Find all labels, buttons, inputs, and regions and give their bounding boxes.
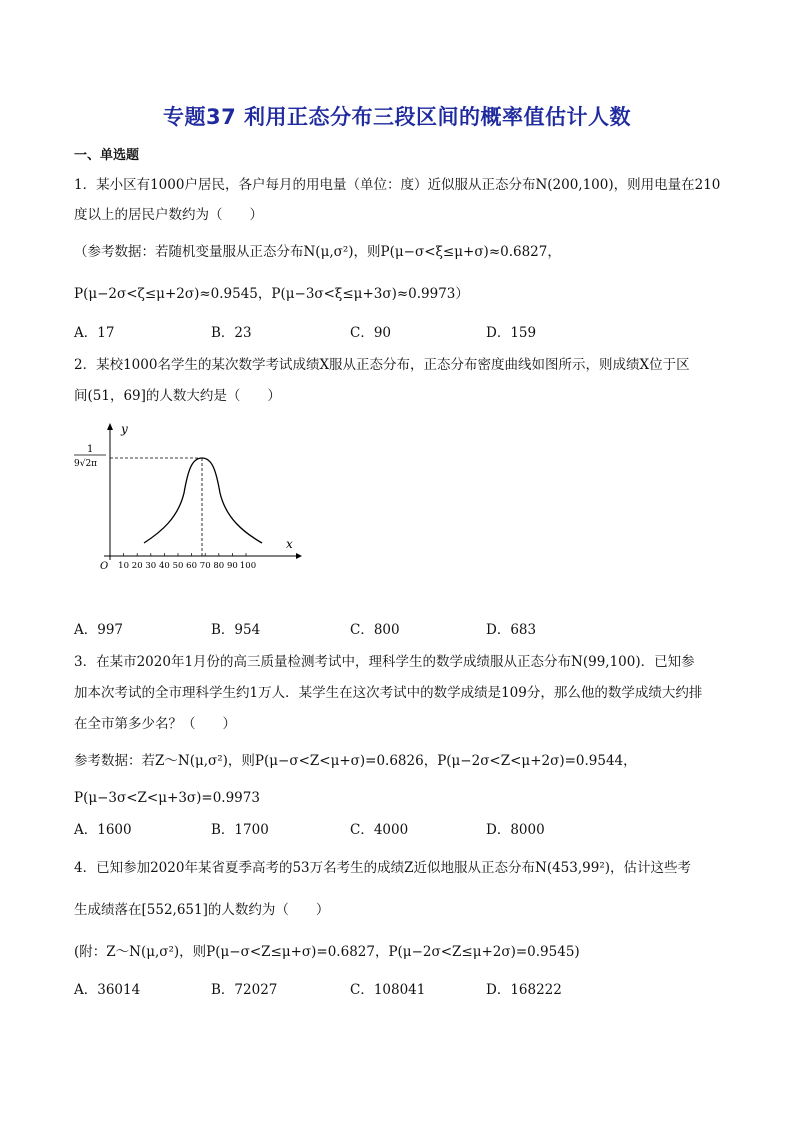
normal-density-graph [66, 418, 306, 578]
q3-option-a[interactable]: A．1600 [74, 822, 132, 838]
y-axis-label: y [121, 422, 128, 436]
x-tick-labels [118, 561, 256, 571]
q4-stem-line2: 生成绩落在[552,651]的人数约为（ ） [74, 902, 330, 918]
q4-option-d[interactable]: D．168222 [486, 982, 562, 998]
q2-option-d[interactable]: D．683 [486, 622, 537, 638]
q2-option-c[interactable]: C．800 [350, 622, 400, 638]
q3-stem-line2: 加本次考试的全市理科学生约1万人．某学生在这次考试中的数学成绩是109分，那么他的数学成绩大约排 [74, 685, 703, 701]
q1-option-d[interactable]: D．159 [486, 325, 537, 341]
q1-option-c[interactable]: C．90 [350, 325, 392, 341]
q1-option-b[interactable]: B．23 [211, 325, 252, 341]
q4-options [74, 980, 594, 1000]
q1-options [74, 323, 594, 343]
tick-label: 100 [239, 561, 257, 571]
q2-option-a[interactable]: A．997 [74, 622, 124, 638]
x-axis-arrow [296, 553, 302, 559]
q3-reference-line2: P(μ−3σ<Z<μ+3σ)=0.9973 [74, 790, 260, 806]
tick-label: 60 [186, 561, 198, 571]
tick-label: 30 [145, 561, 157, 571]
q1-reference-line2: P(μ−2σ<ζ≤μ+2σ)≈0.9545，P(μ−3σ<ξ≤μ+3σ)≈0.9973） [74, 286, 469, 302]
q3-options [74, 820, 594, 840]
q4-reference-line1: (附：Z～N(μ,σ²)，则P(μ−σ<Z≤μ+σ)=0.6827，P(μ−2σ<Z≤μ+2σ)=0.9545) [74, 944, 580, 960]
q3-option-c[interactable]: C．4000 [350, 822, 409, 838]
tick-label: 10 [118, 561, 130, 571]
q3-option-d[interactable]: D．8000 [486, 822, 545, 838]
q3-reference-line1: 参考数据：若Z～N(μ,σ²)，则P(μ−σ<Z<μ+σ)=0.6826，P(μ−2σ<Z<μ+2σ)=0.9544， [74, 753, 637, 769]
tick-label: 90 [226, 561, 238, 571]
q1-reference-line1: （参考数据：若随机变量服从正态分布N(μ,σ²)，则P(μ−σ<ξ≤μ+σ)≈0.6827， [74, 244, 561, 260]
section-heading: 一、单选题 [74, 148, 140, 163]
q4-option-b[interactable]: B．72027 [211, 982, 278, 998]
tick-label: 20 [131, 561, 143, 571]
q1-option-a[interactable]: A．17 [74, 325, 115, 341]
q2-stem-line2: 间(51，69]的人数大约是（ ） [74, 388, 281, 404]
q4-option-a[interactable]: A．36014 [74, 982, 141, 998]
x-axis-label: x [286, 537, 293, 551]
origin-label: O [100, 561, 109, 572]
q3-option-b[interactable]: B．1700 [211, 822, 269, 838]
tick-label: 40 [158, 561, 170, 571]
q4-stem-line1: 4．已知参加2020年某省夏季高考的53万名考生的成绩Z近似地服从正态分布N(453,99²)，估计这些考 [74, 860, 691, 876]
q1-stem-line2: 度以上的居民户数约为（ ） [74, 207, 263, 223]
q3-stem-line3: 在全市第多少名？（ ） [74, 716, 236, 732]
peak-value-numerator: 1 [87, 444, 94, 455]
q2-option-b[interactable]: B．954 [211, 622, 261, 638]
q3-stem-line1: 3．在某市2020年1月份的高三质量检测考试中，理科学生的数学成绩服从正态分布N(99,100)．已知参 [74, 654, 695, 670]
q1-stem-line1: 1．某小区有1000户居民，各户每月的用电量（单位：度）近似服从正态分布N(200,100)，则用电量在210 [74, 177, 721, 193]
q2-options [74, 620, 594, 640]
q4-option-c[interactable]: C．108041 [350, 982, 426, 998]
peak-value-denominator: 9√2π [74, 459, 98, 469]
tick-label: 80 [213, 561, 225, 571]
q2-stem-line1: 2．某校1000名学生的某次数学考试成绩X服从正态分布，正态分布密度曲线如图所示，则成绩X位于区 [74, 357, 690, 373]
density-curve [144, 458, 262, 543]
tick-label: 50 [172, 561, 184, 571]
y-axis-arrow [107, 423, 113, 430]
page-title: 专题37 利用正态分布三段区间的概率值估计人数 [162, 105, 632, 129]
tick-label: 70 [199, 561, 211, 571]
